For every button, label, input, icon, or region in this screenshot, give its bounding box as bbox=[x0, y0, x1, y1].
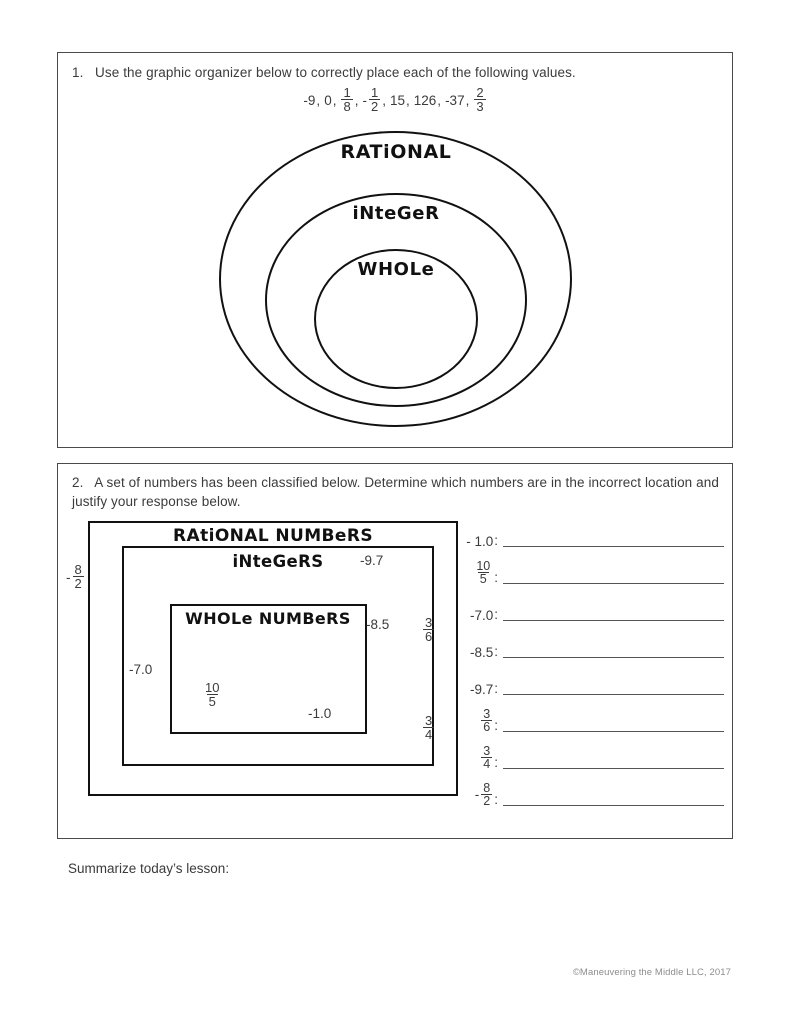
value-item: -37 bbox=[445, 92, 465, 108]
rational-circle-label: RATiONAL bbox=[340, 141, 452, 163]
number-set-rectangle-diagram bbox=[66, 516, 472, 806]
integers-box-label: iNteGeRS bbox=[232, 552, 324, 571]
answer-line-row bbox=[456, 736, 724, 772]
answer-line-colon: : bbox=[494, 533, 498, 548]
fraction bbox=[475, 782, 493, 809]
rational-numbers-box-label: RAtiONAL NUMBeRS bbox=[173, 526, 373, 546]
whole-numbers-box-label: WHOLe NUMBeRS bbox=[185, 609, 351, 628]
fraction bbox=[480, 708, 493, 735]
whole-circle-label: WHOLe bbox=[357, 259, 435, 280]
fraction-sign: - bbox=[474, 787, 480, 803]
value-item: 15 bbox=[389, 92, 405, 108]
answer-line-label bbox=[456, 607, 498, 624]
answer-line-row bbox=[456, 514, 724, 550]
fraction bbox=[473, 87, 486, 115]
question-1-value-list bbox=[58, 86, 732, 115]
number-set-circle-diagram bbox=[58, 113, 732, 449]
answer-line-row bbox=[456, 625, 724, 661]
fraction-body bbox=[423, 714, 434, 742]
answer-write-in-line[interactable] bbox=[503, 583, 724, 584]
fraction-numerator: 3 bbox=[483, 743, 491, 758]
fraction-sign: - bbox=[66, 570, 71, 586]
fraction-denominator: 3 bbox=[476, 99, 484, 115]
fraction-body bbox=[481, 745, 492, 772]
fraction-numerator: 1 bbox=[343, 85, 351, 100]
fraction-denominator: 4 bbox=[425, 727, 433, 743]
fraction bbox=[480, 745, 493, 772]
placed-value-neg-7-0: -7.0 bbox=[129, 662, 153, 677]
placed-value-neg-9-7: -9.7 bbox=[360, 553, 384, 568]
answer-write-in-line[interactable] bbox=[503, 731, 724, 732]
fraction-denominator: 4 bbox=[483, 757, 491, 772]
placed-value-neg-8-5: -8.5 bbox=[366, 617, 390, 632]
fraction-denominator: 6 bbox=[425, 629, 433, 645]
answer-lines-list bbox=[456, 514, 724, 810]
fraction-denominator: 2 bbox=[74, 576, 82, 592]
fraction-body bbox=[423, 616, 434, 644]
fraction-body bbox=[481, 708, 492, 735]
answer-write-in-line[interactable] bbox=[503, 805, 724, 806]
answer-line-label bbox=[456, 745, 498, 773]
copyright-footer: ©Maneuvering the Middle LLC, 2017 bbox=[572, 967, 731, 978]
fraction-numerator: 3 bbox=[425, 713, 433, 728]
answer-write-in-line[interactable] bbox=[503, 657, 724, 658]
question-2-number: 2. bbox=[72, 475, 84, 490]
answer-line-colon: : bbox=[494, 644, 498, 659]
answer-write-in-line[interactable] bbox=[503, 546, 724, 547]
question-1-prompt-text: Use the graphic organizer below to correctly place each of the following values. bbox=[95, 65, 576, 80]
answer-line-row bbox=[456, 773, 724, 809]
answer-line-colon: : bbox=[494, 792, 498, 807]
placed-fraction-3-over-4 bbox=[422, 714, 435, 743]
fraction-denominator: 2 bbox=[370, 98, 379, 114]
fraction-numerator: 3 bbox=[425, 615, 433, 630]
question-2-panel bbox=[57, 463, 733, 839]
fraction-body bbox=[474, 560, 492, 587]
answer-line-row bbox=[456, 662, 724, 698]
placed-value-neg-1-0: -1.0 bbox=[308, 706, 332, 721]
fraction-sign: - bbox=[362, 92, 367, 108]
placed-fraction-neg-8-over-2 bbox=[66, 564, 85, 592]
answer-line-colon: : bbox=[494, 681, 498, 696]
fraction bbox=[473, 560, 493, 587]
fraction bbox=[66, 564, 85, 592]
value-separator: , bbox=[465, 92, 470, 108]
fraction bbox=[340, 87, 353, 115]
value-item: -9 bbox=[303, 92, 316, 108]
fraction-denominator: 6 bbox=[483, 720, 491, 735]
fraction-body bbox=[481, 782, 492, 809]
fraction bbox=[422, 715, 435, 743]
question-1-panel bbox=[57, 52, 733, 448]
fraction-denominator: 2 bbox=[483, 794, 491, 809]
answer-line-colon: : bbox=[494, 570, 498, 585]
value-item: 0 bbox=[324, 92, 332, 108]
answer-line-colon: : bbox=[494, 607, 498, 622]
fraction bbox=[362, 84, 381, 115]
fraction-denominator: 8 bbox=[343, 99, 351, 115]
fraction-body bbox=[369, 86, 380, 114]
value-separator: , bbox=[316, 92, 321, 108]
answer-line-label bbox=[456, 644, 498, 661]
value-item bbox=[473, 86, 486, 115]
value-item: 126 bbox=[413, 92, 437, 108]
fraction-denominator: 5 bbox=[208, 694, 216, 710]
fraction-numerator: 10 bbox=[476, 558, 491, 573]
value-separator: , bbox=[382, 92, 386, 108]
fraction-numerator: 8 bbox=[483, 780, 491, 795]
fraction bbox=[202, 682, 222, 710]
placed-fraction-3-over-6 bbox=[422, 616, 435, 645]
answer-line-label bbox=[456, 560, 498, 588]
value-separator: , bbox=[406, 92, 410, 108]
answer-write-in-line[interactable] bbox=[503, 620, 724, 621]
answer-line-value: -9.7 bbox=[469, 682, 494, 697]
answer-line-label bbox=[456, 782, 498, 810]
value-separator: , bbox=[332, 92, 337, 108]
summarize-prompt: Summarize today’s lesson: bbox=[68, 861, 230, 876]
answer-line-row bbox=[456, 551, 724, 587]
placed-fraction-10-over-5 bbox=[202, 681, 222, 710]
fraction-body bbox=[474, 86, 485, 114]
fraction-numerator: 10 bbox=[205, 680, 220, 695]
answer-line-value: -7.0 bbox=[469, 608, 494, 623]
fraction-body bbox=[203, 681, 221, 709]
answer-line-label bbox=[456, 681, 498, 698]
integer-circle-label: iNteGeR bbox=[352, 203, 440, 224]
answer-line-label bbox=[456, 708, 498, 736]
question-2-prompt-text: A set of numbers has been classified below. Determine which numbers are in the incorrect location and justify your response below. bbox=[72, 475, 719, 509]
answer-line-row bbox=[456, 699, 724, 735]
fraction-numerator: 8 bbox=[74, 562, 82, 577]
value-item bbox=[340, 86, 353, 115]
answer-line-row bbox=[456, 588, 724, 624]
fraction-body bbox=[73, 563, 84, 591]
answer-write-in-line[interactable] bbox=[503, 694, 724, 695]
answer-line-value: - 1.0 bbox=[466, 534, 494, 549]
fraction-numerator: 2 bbox=[476, 85, 484, 100]
answer-line-colon: : bbox=[494, 755, 498, 770]
answer-line-colon: : bbox=[494, 718, 498, 733]
question-2-prompt bbox=[72, 473, 722, 511]
fraction-numerator: 3 bbox=[483, 706, 491, 721]
fraction-numerator: 1 bbox=[370, 84, 379, 100]
answer-line-value: -8.5 bbox=[469, 645, 494, 660]
answer-write-in-line[interactable] bbox=[503, 768, 724, 769]
answer-line-label bbox=[456, 533, 498, 550]
fraction-body bbox=[341, 86, 352, 114]
question-1-prompt bbox=[72, 63, 722, 82]
value-separator: , bbox=[437, 92, 442, 108]
value-item bbox=[362, 84, 381, 115]
value-separator: , bbox=[354, 92, 359, 108]
question-1-number: 1. bbox=[72, 65, 84, 80]
fraction bbox=[422, 617, 435, 645]
fraction-denominator: 5 bbox=[479, 572, 487, 587]
